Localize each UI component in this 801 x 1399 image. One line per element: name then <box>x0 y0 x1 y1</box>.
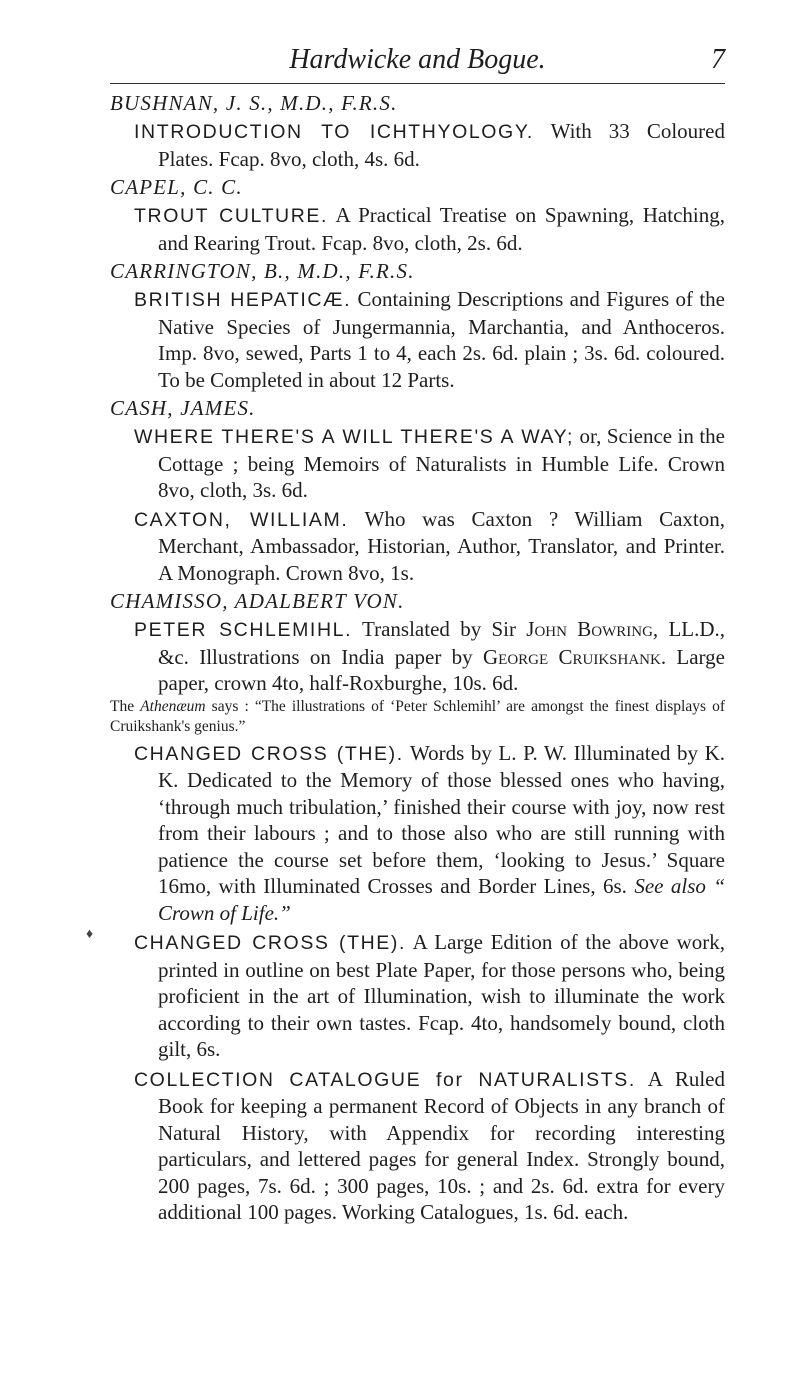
page-number: 7 <box>711 44 725 75</box>
entry-title: CHANGED CROSS (THE). <box>134 932 407 954</box>
entry-description: A Practical Treatise on Spawning, Hatching, and Rearing Trout. Fcap. 8vo, cloth, 2s. 6d. <box>158 203 725 255</box>
entry-description: A Ruled Book for keeping a permanent Record of Objects in any branch of Natural History, with Appendix for recording interesting particulars, and lettered pages for general Index. Strongly bound, 200 pages, 7s. 6d. ; 300 pages, 10s. ; and 2s. 6d. extra for every additional 100 pages. Working Catalogues, 1s. 6d. each. <box>158 1066 725 1224</box>
catalogue-list <box>110 88 725 1226</box>
entry-author: CARRINGTON, B., M.D., F.R.S. <box>110 259 415 283</box>
margin-mark: ♦ <box>86 927 94 942</box>
entry-title: INTRODUCTION TO ICHTHYOLOGY. <box>134 121 534 143</box>
catalogue-entry <box>110 172 725 256</box>
entry-body <box>134 616 725 697</box>
entry-author: CHAMISSO, ADALBERT VON. <box>110 589 405 613</box>
entry-body <box>134 929 725 1063</box>
entry-description: Words by L. P. W. Illuminated by K. K. Dedicated to the Memory of those blessed ones who having, ‘through much tribulation,’ finished their course with joy, now rest from their labours ; and to those also who are still running with patience the course set before them, ‘looking to Jesus.’ Square 16mo, with Illuminated Crosses and Border Lines, 6s. <box>158 740 725 898</box>
catalogue-entry <box>110 256 725 393</box>
press-quote <box>110 697 725 737</box>
running-header <box>110 42 725 82</box>
quote-lead: The <box>110 697 141 715</box>
entry-body <box>134 506 725 587</box>
illustrator-name: George Cruikshank <box>482 644 661 669</box>
catalogue-entry <box>110 586 725 737</box>
catalogue-entry <box>110 929 725 1063</box>
header-rule <box>110 83 725 84</box>
entry-description: With 33 Coloured Plates. Fcap. 8vo, cloth, 4s. 6d. <box>158 119 725 171</box>
entry-description-part: Translated by Sir <box>352 617 527 641</box>
entry-author: CAPEL, C. C. <box>110 175 243 199</box>
entry-body <box>134 286 725 393</box>
entry-description-part: . Large paper, crown 4to, half-Roxburghe, 10s. 6d. <box>158 644 725 695</box>
catalogue-entry <box>110 740 725 927</box>
entry-title: WHERE THERE'S A WILL THERE'S A WAY; <box>134 426 575 448</box>
catalogue-entry <box>110 393 725 504</box>
entry-title: CAXTON, WILLIAM. <box>134 508 349 531</box>
entry-body <box>134 423 725 504</box>
entry-body <box>134 202 725 256</box>
entry-title: CHANGED CROSS (THE). <box>134 742 404 765</box>
entry-description-part: , LL.D., &c. Illustrations on India paper by <box>158 617 726 669</box>
running-title: Hardwicke and Bogue. <box>289 44 546 75</box>
translator-name: John Bowring <box>526 617 653 641</box>
entry-author: BUSHNAN, J. S., M.D., F.R.S. <box>110 91 398 115</box>
entry-title: TROUT CULTURE. <box>134 205 329 227</box>
entry-author: CASH, JAMES. <box>110 396 256 420</box>
cross-reference: See also “ Crown of Life.” <box>158 874 725 925</box>
catalogue-entry <box>110 88 725 172</box>
entry-title: COLLECTION CATALOGUE for NATURALISTS. <box>134 1068 636 1091</box>
entry-description: Who was Caxton ? William Caxton, Merchant, Ambassador, Historian, Author, Translator, and Printer. A Monograph. Crown 8vo, 1s. <box>158 506 726 585</box>
entry-description: Containing Descriptions and Figures of the Native Species of Jungermannia, Marchantia, and Anthoceros. Imp. 8vo, sewed, Parts 1 to 4, each 2s. 6d. plain ; 3s. 6d. coloured. To be Completed in about 12 Parts. <box>158 287 726 392</box>
entry-title: BRITISH HEPATICÆ. <box>134 289 352 311</box>
catalogue-entry <box>110 506 725 587</box>
entry-body <box>134 740 725 927</box>
entry-title: PETER SCHLEMIHL. <box>134 619 353 641</box>
catalogue-entry <box>110 1066 725 1226</box>
entry-description: A Large Edition of the above work, printed in outline on best Plate Paper, for those persons who, being proficient in the art of Illumination, wish to illuminate the work according to their own tastes. Fcap. 4to, handsomely bound, cloth gilt, 6s. <box>158 930 725 1061</box>
quote-text: says : “The illustrations of ‘Peter Schlemihl’ are amongst the finest displays of Cruikshank's genius.” <box>110 697 725 735</box>
quote-source: Athenæum <box>140 697 206 715</box>
entry-description: or, Science in the Cottage ; being Memoirs of Naturalists in Humble Life. Crown 8vo, cloth, 3s. 6d. <box>158 424 725 502</box>
entry-body <box>134 1066 725 1226</box>
entry-body <box>134 118 725 172</box>
